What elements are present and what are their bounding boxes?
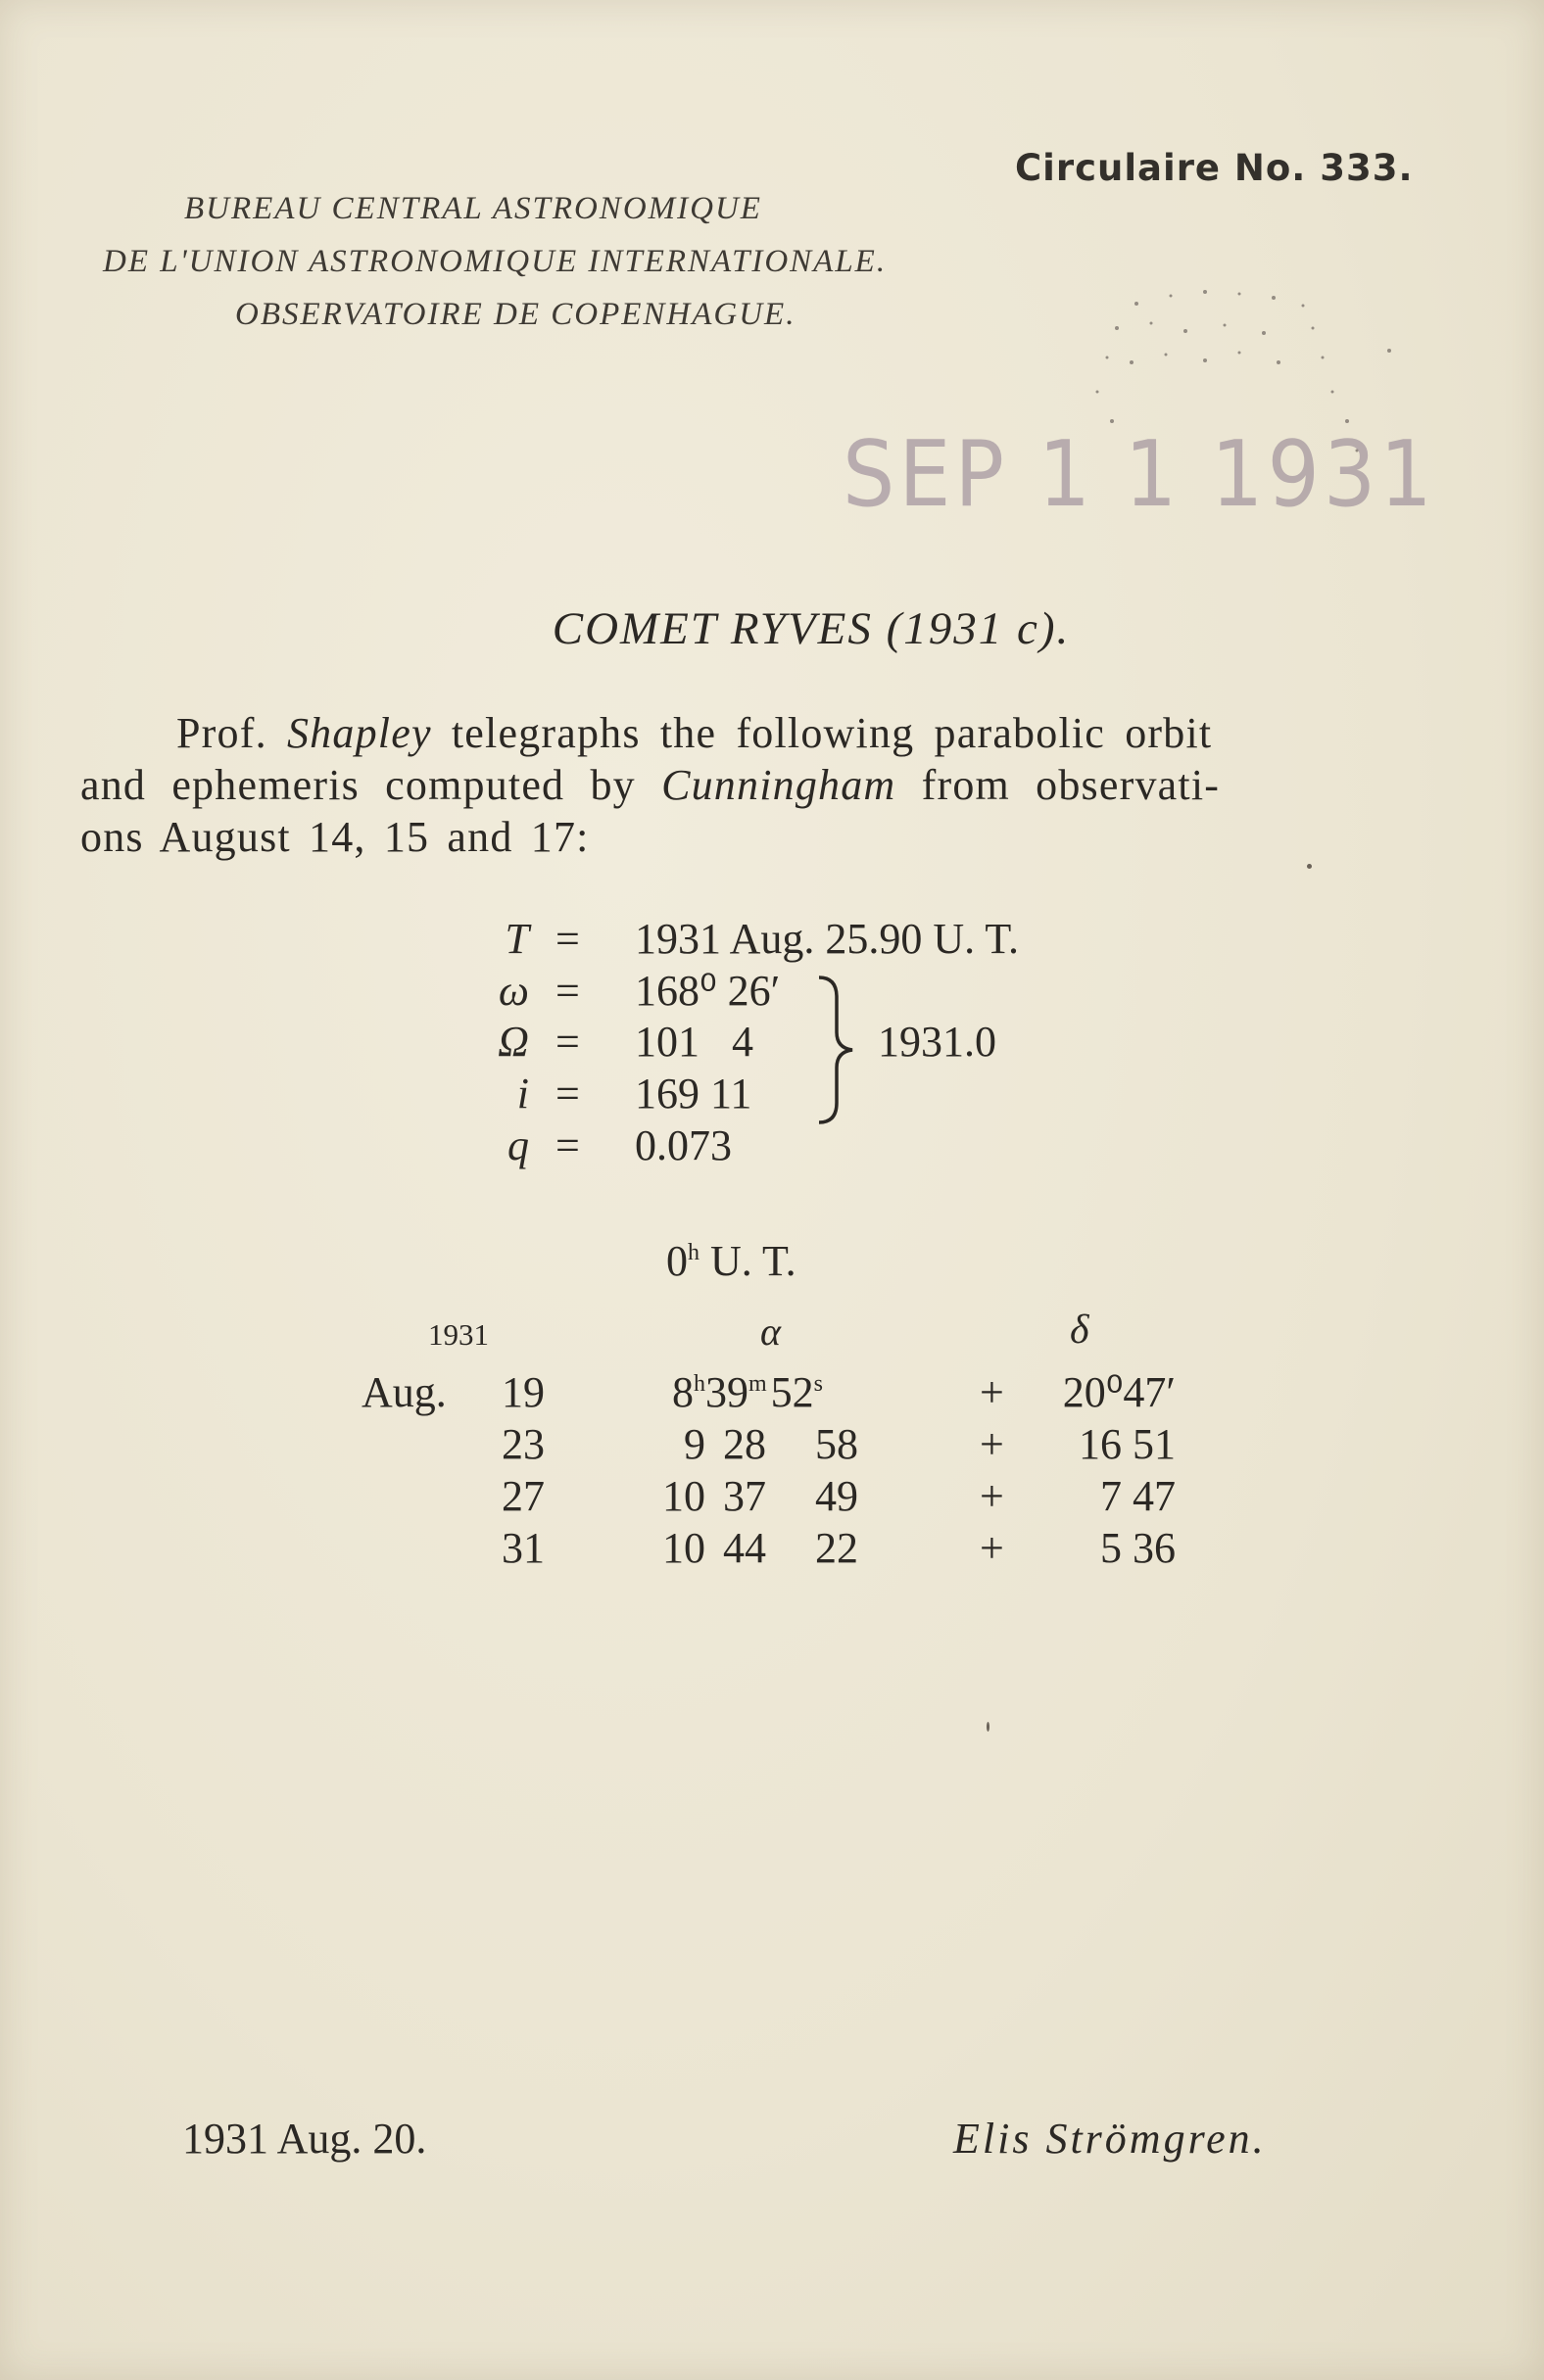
comet-title: COMET RYVES (1931 c). [552, 603, 1071, 654]
ra-hours: 8 [672, 1368, 694, 1416]
month-label: Aug. [362, 1368, 447, 1416]
alpha-header: α [760, 1309, 781, 1354]
time-header-zero: 0 [666, 1237, 688, 1285]
time-header [666, 1236, 796, 1286]
row-dec: 20⁰47′ [1062, 1368, 1176, 1416]
row-dec-sign: + [980, 1524, 1004, 1572]
ra-seconds: 22 [815, 1524, 858, 1572]
circular-number: Circulaire No. 333. [1015, 147, 1414, 189]
row-day: 31 [502, 1524, 545, 1572]
ra-hours: 10 [662, 1524, 705, 1572]
orbit-equals: = [555, 915, 580, 963]
unit-h: h [694, 1371, 705, 1397]
row-dec: 5 36 [1100, 1524, 1176, 1572]
year-header: 1931 [428, 1317, 489, 1352]
orbit-value-T: 1931 Aug. 25.90 U. T. [635, 915, 1019, 963]
ra-hours: 9 [684, 1420, 705, 1468]
ra-seconds: 52 [770, 1368, 814, 1416]
text-line1-rest: telegraphs the following parabolic orbit [451, 709, 1213, 757]
text-prof: Prof. [176, 709, 267, 757]
paper-speck [1307, 864, 1312, 869]
row-dec-sign: + [980, 1368, 1004, 1416]
orbit-value-omega: 168⁰ 26′ [635, 967, 781, 1015]
time-header-ut: U. T. [700, 1237, 796, 1285]
paragraph-line-3: ons August 14, 15 and 17: [80, 813, 590, 861]
issue-date: 1931 Aug. 20. [182, 2115, 427, 2163]
row-dec-sign: + [980, 1472, 1004, 1520]
orbit-equals: = [555, 967, 580, 1015]
unit-m: m [748, 1371, 767, 1397]
orbit-equals: = [555, 1121, 580, 1169]
bureau-line-2: DE L'UNION ASTRONOMIQUE INTERNATIONALE. [103, 244, 888, 279]
ra-minutes: 44 [723, 1524, 766, 1572]
row-day: 27 [502, 1472, 545, 1520]
paragraph-line-2 [80, 760, 1220, 810]
delta-header: δ [1070, 1308, 1089, 1353]
orbit-symbol-i: i [516, 1070, 529, 1118]
bureau-line-3: OBSERVATOIRE DE COPENHAGUE. [235, 297, 796, 332]
text-line2-pre: and ephemeris computed by [80, 761, 636, 809]
orbit-equals: = [555, 1070, 580, 1118]
orbit-equals: = [555, 1018, 580, 1066]
name-shapley: Shapley [286, 709, 432, 757]
paper-speck [987, 1722, 989, 1732]
ra-minutes: 28 [723, 1420, 766, 1468]
orbit-value-q: 0.073 [635, 1121, 732, 1169]
orbit-value-node: 101 4 [635, 1018, 753, 1066]
right-brace [811, 972, 870, 1128]
orbit-symbol-q: q [507, 1121, 529, 1169]
signature: Elis Strömgren. [953, 2115, 1267, 2163]
ra-minutes: 39 [705, 1368, 748, 1416]
name-cunningham: Cunningham [661, 761, 896, 809]
bureau-line-1: BUREAU CENTRAL ASTRONOMIQUE [184, 191, 762, 226]
row-ra [672, 1367, 823, 1417]
row-dec-sign: + [980, 1420, 1004, 1468]
ra-seconds: 58 [815, 1420, 858, 1468]
orbit-symbol-T: T [505, 915, 529, 963]
row-day: 19 [502, 1368, 545, 1416]
orbit-epoch: 1931.0 [878, 1018, 996, 1066]
orbit-symbol-node: Ω [498, 1018, 529, 1066]
ra-seconds: 49 [815, 1472, 858, 1520]
orbit-value-i: 169 11 [635, 1070, 752, 1118]
row-day: 23 [502, 1420, 545, 1468]
paragraph-line-1 [176, 708, 1212, 758]
time-header-h: h [688, 1240, 700, 1265]
row-dec: 7 47 [1100, 1472, 1176, 1520]
received-date-stamp: SEP 1 1 1931 [843, 421, 1436, 527]
unit-s: s [813, 1371, 824, 1397]
ra-minutes: 37 [723, 1472, 766, 1520]
orbit-symbol-omega: ω [498, 967, 529, 1015]
ra-hours: 10 [662, 1472, 705, 1520]
row-dec: 16 51 [1079, 1420, 1176, 1468]
text-line2-rest: from observati- [921, 761, 1221, 809]
